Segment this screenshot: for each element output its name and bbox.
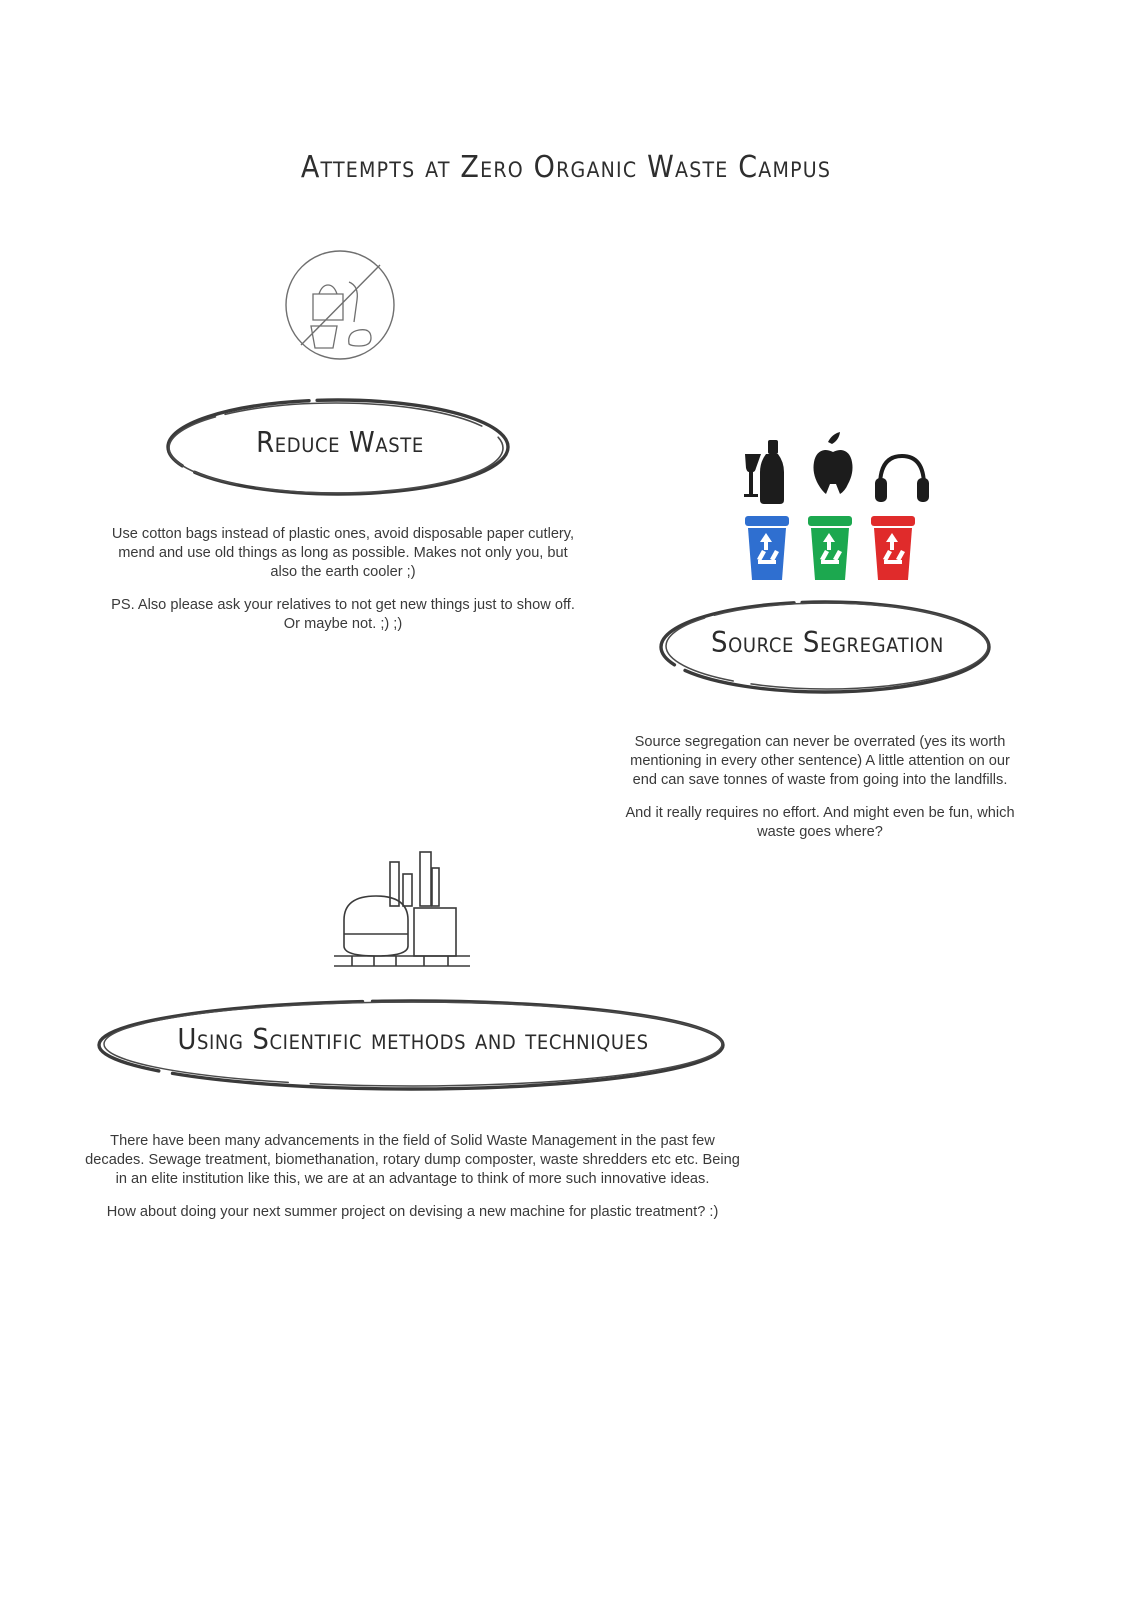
section-scientific-methods — [93, 995, 733, 1095]
wine-bottle-and-glass-icon — [744, 440, 784, 504]
heading-source-segregation: Source Segregation — [711, 626, 944, 660]
apple-core-icon — [814, 432, 853, 494]
section-source-segregation — [655, 595, 1000, 700]
paragraph: How about doing your next summer project on devising a new machine for plastic treatment? :) — [106, 1204, 719, 1220]
bin-red — [871, 516, 915, 580]
heading-bubble-source — [655, 595, 1000, 700]
factory-plant-icon — [328, 846, 478, 976]
paragraph: Source segregation can never be overrated (yes its worth mentioning in every other sentence) A little attention on our end can save tonnes of waste from going into the landfills. — [630, 734, 1010, 788]
heading-reduce-waste: Reduce Waste — [256, 426, 424, 460]
paragraph: PS. Also please ask your relatives to not get new things just to show off. Or maybe not. ;) ;) — [111, 597, 575, 632]
body-text-scientific-methods — [85, 1132, 740, 1222]
page-title: Attempts at Zero Organic Waste Campus — [300, 150, 832, 185]
paragraph: There have been many advancements in the field of Solid Waste Management in the past few decades. Sewage treatment, biomethanation, rotary dump composter, waste shredders etc etc. Being in an elite institution like this, we are at an advantage to think of more such innovative ideas. — [85, 1133, 740, 1187]
body-text-source-segregation — [620, 733, 1020, 842]
bin-green — [808, 516, 852, 580]
bin-blue — [745, 516, 789, 580]
paragraph: And it really requires no effort. And might even be fun, which waste goes where? — [625, 805, 1015, 840]
body-text-reduce-waste — [108, 525, 578, 634]
three-recycling-bins-icon — [740, 428, 930, 588]
section-reduce-waste — [160, 395, 520, 500]
no-plastic-circle-icon — [283, 248, 397, 362]
heading-scientific-methods: Using Scientific methods and techniques — [177, 1023, 649, 1057]
heading-bubble-science — [93, 995, 733, 1095]
headphones-icon — [875, 456, 929, 502]
paragraph: Use cotton bags instead of plastic ones, avoid disposable paper cutlery, mend and use old things as long as possible. Makes not only you, but also the earth cooler ;) — [111, 526, 575, 580]
heading-bubble-reduce — [160, 395, 520, 500]
